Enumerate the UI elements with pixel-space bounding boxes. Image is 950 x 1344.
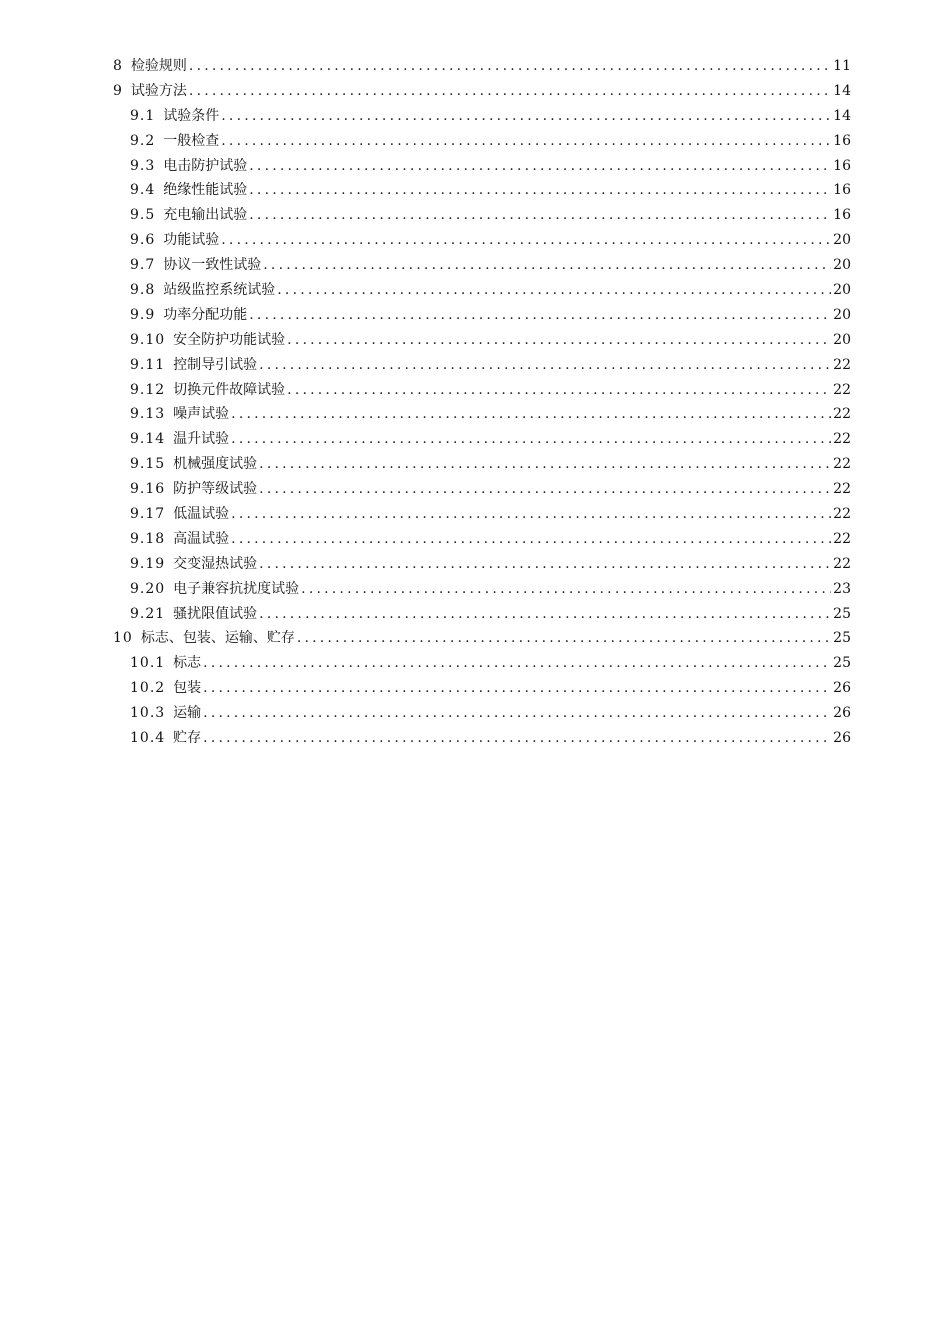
toc-entry-page: 22: [833, 555, 851, 572]
toc-dot-leader: [249, 178, 831, 203]
toc-entry-page: 26: [833, 680, 851, 697]
toc-dot-leader: [259, 552, 831, 577]
toc-entry-title: 试验方法: [130, 82, 187, 99]
toc-entry-number: 9.18: [130, 530, 166, 547]
toc-entry-number: 10.1: [130, 655, 166, 672]
toc-entry[interactable]: [113, 328, 851, 353]
toc-entry-title: 切换元件故障试验: [173, 381, 286, 398]
toc-entry-number: 9.3: [130, 157, 156, 174]
toc-entry[interactable]: [113, 701, 851, 726]
toc-entry-number: 9.7: [130, 257, 156, 274]
toc-entry-number: 9.16: [130, 481, 166, 498]
toc-entry-title: 绝缘性能试验: [163, 182, 248, 199]
toc-dot-leader: [259, 353, 831, 378]
toc-entry-page: 20: [833, 232, 851, 249]
toc-entry-title: 交变湿热试验: [173, 555, 258, 572]
toc-entry-page: 22: [833, 481, 851, 498]
toc-dot-leader: [203, 701, 831, 726]
toc-entry-page: 25: [833, 630, 851, 647]
toc-entry-title: 防护等级试验: [173, 481, 258, 498]
toc-entry-title: 标志、包装、运输、贮存: [140, 630, 295, 647]
toc-entry[interactable]: [113, 726, 851, 751]
toc-entry-number: 9.9: [130, 306, 156, 323]
toc-entry[interactable]: [113, 427, 851, 452]
toc-entry[interactable]: [113, 676, 851, 701]
toc-entry-number: 9: [113, 82, 123, 99]
toc-entry[interactable]: [113, 303, 851, 328]
toc-entry-number: 8: [113, 58, 123, 74]
toc-entry-number: 9.15: [130, 456, 166, 473]
toc-entry-title: 标志: [173, 655, 202, 672]
toc-entry-page: 22: [833, 406, 851, 423]
toc-entry-title: 检验规则: [130, 58, 187, 74]
toc-entry-number: 9.4: [130, 182, 156, 199]
toc-entry-page: 20: [833, 331, 851, 348]
toc-entry[interactable]: [113, 278, 851, 303]
toc-entry[interactable]: [113, 602, 851, 627]
toc-entry-title: 低温试验: [173, 506, 230, 523]
toc-entry-page: 20: [833, 257, 851, 274]
toc-entry-page: 20: [833, 282, 851, 299]
toc-entry-number: 10.3: [130, 705, 166, 722]
toc-dot-leader: [231, 427, 831, 452]
toc-dot-leader: [203, 676, 831, 701]
toc-entry-page: 16: [833, 157, 851, 174]
toc-entry[interactable]: [113, 577, 851, 602]
toc-entry[interactable]: [113, 203, 851, 228]
toc-entry[interactable]: [113, 626, 851, 651]
toc-entry-page: 25: [833, 655, 851, 672]
toc-entry-title: 控制导引试验: [173, 356, 258, 373]
toc-entry[interactable]: [113, 228, 851, 253]
toc-dot-leader: [231, 502, 831, 527]
table-of-contents: [113, 54, 851, 751]
toc-entry[interactable]: [113, 104, 851, 129]
toc-dot-leader: [231, 402, 831, 427]
toc-entry-page: 23: [833, 580, 851, 597]
toc-entry-title: 电子兼容抗扰度试验: [173, 580, 300, 597]
toc-entry[interactable]: [113, 353, 851, 378]
toc-dot-leader: [297, 626, 831, 651]
toc-entry-number: 9.10: [130, 331, 166, 348]
toc-entry[interactable]: [113, 402, 851, 427]
toc-dot-leader: [259, 477, 831, 502]
toc-dot-leader: [249, 203, 831, 228]
toc-entry[interactable]: [113, 79, 851, 104]
toc-dot-leader: [221, 129, 831, 154]
toc-entry-title: 机械强度试验: [173, 456, 258, 473]
toc-entry-title: 功率分配功能: [163, 306, 248, 323]
toc-entry-number: 10.4: [130, 730, 166, 747]
toc-entry-number: 9.21: [130, 605, 166, 622]
toc-entry-title: 高温试验: [173, 530, 230, 547]
toc-entry-title: 噪声试验: [173, 406, 230, 423]
toc-entry-page: 22: [833, 381, 851, 398]
toc-dot-leader: [189, 79, 831, 104]
toc-entry-number: 9.2: [130, 132, 156, 149]
toc-entry-title: 电击防护试验: [163, 157, 248, 174]
toc-dot-leader: [259, 602, 831, 627]
toc-dot-leader: [249, 154, 831, 179]
toc-entry-title: 安全防护功能试验: [173, 331, 286, 348]
toc-entry-number: 10.2: [130, 680, 166, 697]
toc-entry[interactable]: [113, 54, 851, 79]
toc-entry[interactable]: [113, 477, 851, 502]
toc-entry-page: 22: [833, 530, 851, 547]
toc-entry-number: 9.5: [130, 207, 156, 224]
toc-entry-page: 11: [833, 58, 851, 74]
toc-entry-page: 16: [833, 132, 851, 149]
toc-dot-leader: [249, 303, 831, 328]
toc-entry-page: 16: [833, 207, 851, 224]
toc-dot-leader: [287, 378, 831, 403]
toc-entry-title: 试验条件: [163, 107, 220, 124]
toc-dot-leader: [259, 452, 831, 477]
toc-dot-leader: [287, 328, 831, 353]
toc-entry-title: 一般检查: [163, 132, 220, 149]
toc-entry[interactable]: [113, 154, 851, 179]
toc-entry-number: 9.19: [130, 555, 166, 572]
toc-entry-number: 9.17: [130, 506, 166, 523]
toc-entry-number: 9.14: [130, 431, 166, 448]
toc-dot-leader: [203, 651, 831, 676]
toc-entry[interactable]: [113, 378, 851, 403]
toc-dot-leader: [221, 228, 831, 253]
toc-entry-page: 16: [833, 182, 851, 199]
toc-entry[interactable]: [113, 527, 851, 552]
toc-entry-number: 9.8: [130, 282, 156, 299]
toc-entry-title: 温升试验: [173, 431, 230, 448]
toc-entry-title: 贮存: [173, 730, 202, 747]
toc-entry[interactable]: [113, 253, 851, 278]
toc-dot-leader: [277, 278, 831, 303]
toc-entry-title: 站级监控系统试验: [163, 282, 276, 299]
toc-entry[interactable]: [113, 651, 851, 676]
toc-entry-page: 14: [833, 82, 851, 99]
toc-entry-page: 20: [833, 306, 851, 323]
toc-entry-page: 22: [833, 506, 851, 523]
toc-entry-number: 9.11: [130, 356, 166, 373]
toc-entry-page: 22: [833, 456, 851, 473]
toc-entry-title: 运输: [173, 705, 202, 722]
toc-dot-leader: [189, 54, 831, 79]
toc-entry-number: 9.12: [130, 381, 166, 398]
toc-entry-page: 26: [833, 705, 851, 722]
toc-entry[interactable]: [113, 552, 851, 577]
toc-entry[interactable]: [113, 502, 851, 527]
toc-entry[interactable]: [113, 178, 851, 203]
toc-entry-page: 22: [833, 356, 851, 373]
toc-entry-number: 9.13: [130, 406, 166, 423]
toc-entry-number: 9.6: [130, 232, 156, 249]
toc-dot-leader: [221, 104, 831, 129]
toc-entry-number: 10: [113, 630, 133, 647]
toc-entry[interactable]: [113, 129, 851, 154]
toc-entry-number: 9.20: [130, 580, 166, 597]
toc-dot-leader: [301, 577, 831, 602]
toc-entry-title: 功能试验: [163, 232, 220, 249]
toc-entry-page: 22: [833, 431, 851, 448]
toc-entry-title: 骚扰限值试验: [173, 605, 258, 622]
toc-entry-title: 协议一致性试验: [163, 257, 262, 274]
toc-entry-number: 9.1: [130, 107, 156, 124]
toc-entry-title: 充电输出试验: [163, 207, 248, 224]
toc-dot-leader: [203, 726, 831, 751]
toc-entry-page: 14: [833, 107, 851, 124]
toc-entry-page: 26: [833, 730, 851, 747]
toc-entry-title: 包装: [173, 680, 202, 697]
toc-entry[interactable]: [113, 452, 851, 477]
toc-entry-page: 25: [833, 605, 851, 622]
toc-dot-leader: [231, 527, 831, 552]
toc-dot-leader: [263, 253, 831, 278]
